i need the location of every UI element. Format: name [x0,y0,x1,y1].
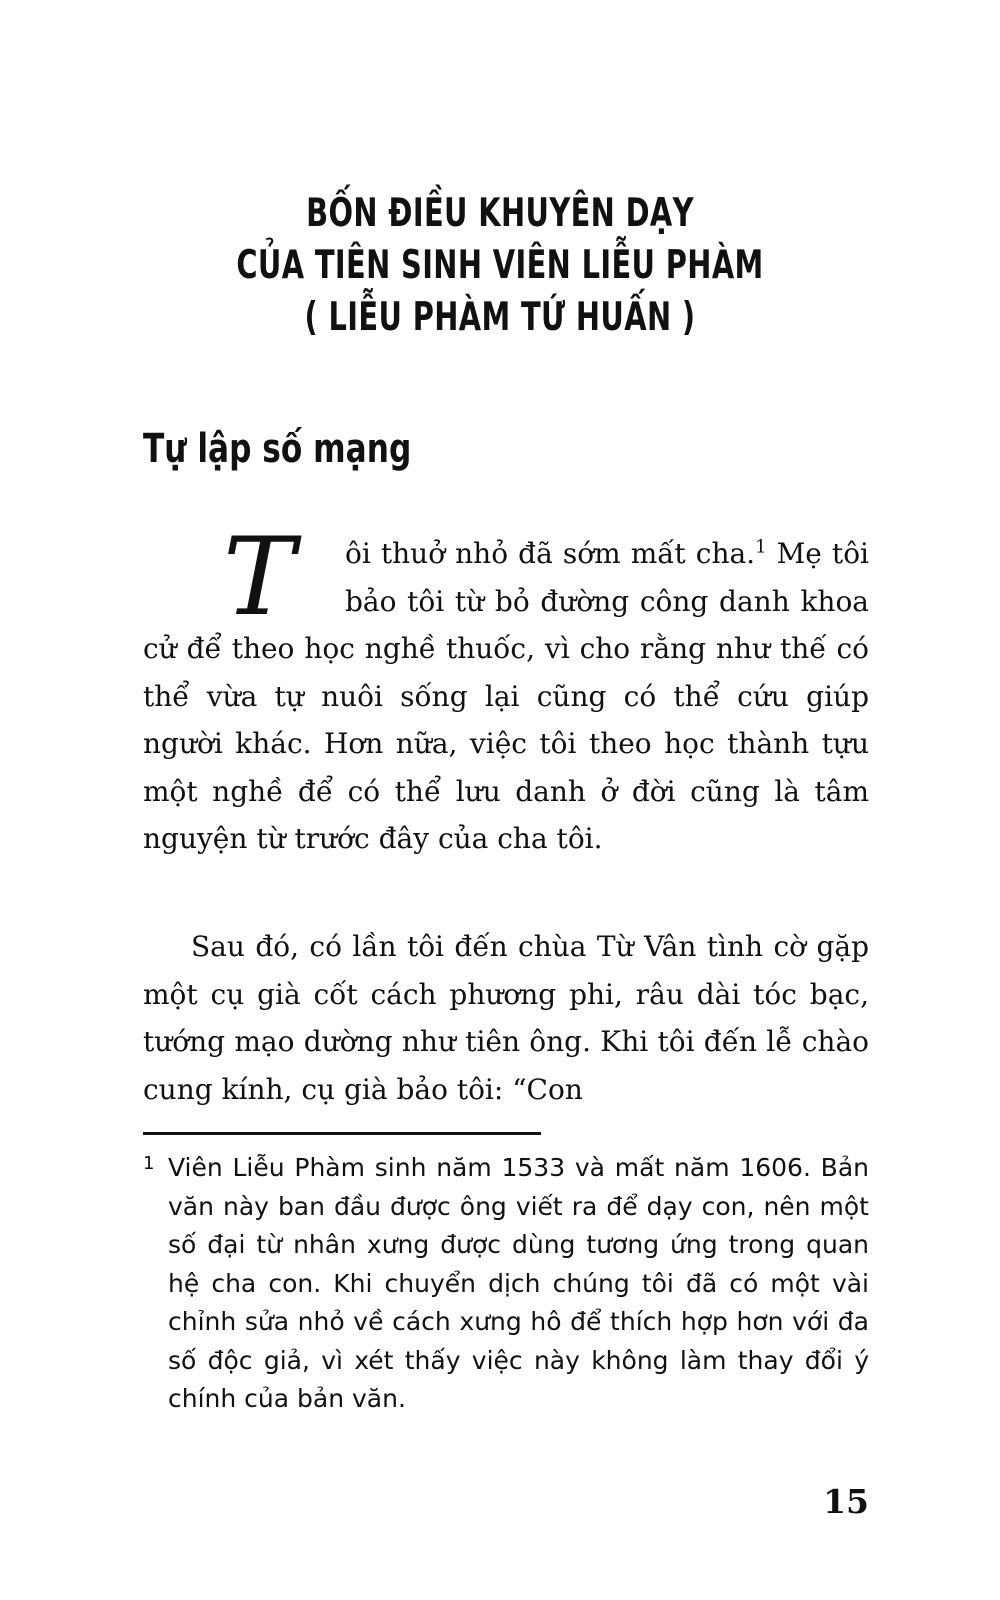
footnote-reference: 1 [755,536,767,558]
paragraph-2: Sau đó, có lần tôi đến chùa Từ Vân tình cờ gặp một cụ già cốt cách phương phi, râu dài tóc bạc, tướng mạo dường như tiên ông. Khi tôi đến lễ chào cung kính, cụ già bảo tôi: “Con [143,930,869,1106]
paragraph-1-rest: Mẹ tôi bảo tôi từ bỏ đường công danh khoa cử để theo học nghề thuốc, vì cho rằng như thế có thể vừa tự nuôi sống lại cũng có thể cứu giúp người khác. Hơn nữa, việc tôi theo học thành tựu một nghề để có thể lưu danh ở đời cũng là tâm nguyện từ trước đây của cha tôi. [143,537,869,855]
footnote-marker: 1 [143,1153,155,1174]
chapter-title-line-2: CỦA TIÊN SINH VIÊN LIỄU PHÀM [236,243,764,288]
section-heading: Tự lập số mạng [143,426,412,472]
chapter-title-line-1: BỐN ĐIỀU KHUYÊN DẠY [306,191,694,236]
footnote-text: Viên Liễu Phàm sinh năm 1533 và mất năm 1606. Bản văn này ban đầu được ông viết ra để dạy con, nên một số đại từ nhân xưng được dùng tương ứng trong quan hệ cha con. Khi chuyển dịch chúng tôi đã có một vài chỉnh sửa nhỏ về cách xưng hô để thích hợp hơn với đa số độc giả, vì xét thấy việc này không làm thay đổi ý chính của bản văn. [168,1153,869,1413]
paragraph-1-opening: ôi thuở nhỏ đã sớm mất cha. [345,537,756,570]
drop-cap: T [223,515,296,640]
footnote-divider [143,1132,541,1135]
paragraph-1 [143,515,869,863]
chapter-title-line-3: ( LIỄU PHÀM TỨ HUẤN ) [304,295,696,340]
page-number: 15 [823,1482,869,1521]
footnote [143,1149,869,1419]
chapter-title [0,188,1000,344]
